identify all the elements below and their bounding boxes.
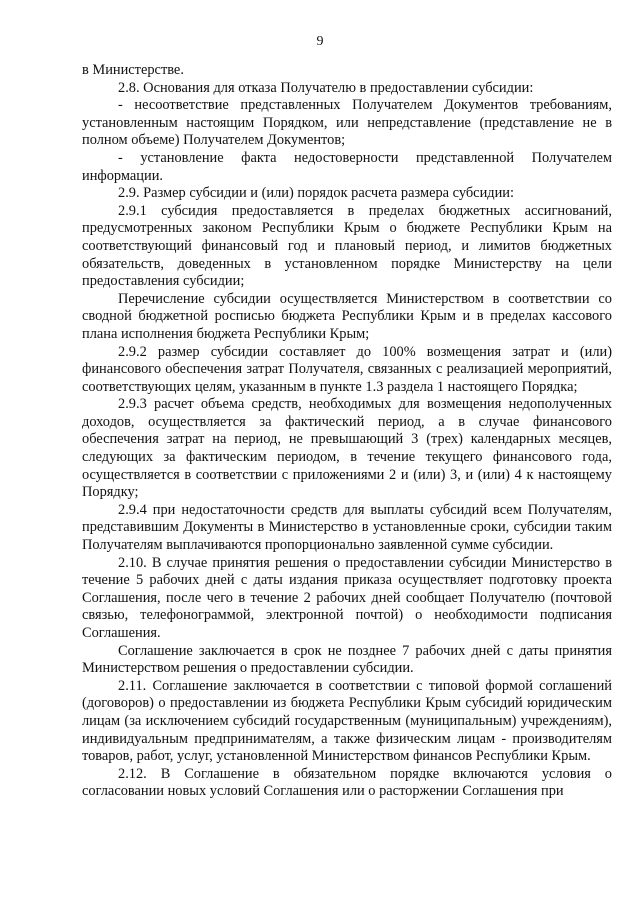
paragraph: 2.8. Основания для отказа Получателю в предоставлении субсидии: — [118, 79, 534, 96]
document-body — [82, 62, 612, 801]
paragraph: Перечисление субсидии осуществляется Министерством в соответствии со сводной бюджетной росписью бюджета Республики Крым и в пределах кассового плана исполнения бюджета Республики Крым; — [82, 290, 612, 342]
paragraph: 2.11. Соглашение заключается в соответствии с типовой формой соглашений (договоров) о предоставлении из бюджета Республики Крым субсидий юридическим лицам (за исключением субсидий государственным (муниципальным) учреждениям), индивидуальным предпринимателям, а также физическим лицам - производителям товаров, работ, услуг, установленной Министерством финансов Республики Крым. — [82, 677, 612, 765]
paragraph: в Министерстве. — [82, 62, 184, 78]
paragraph: 2.12. В Соглашение в обязательном порядке включаются условия о согласовании новых условий Соглашения или о расторжении Соглашения при — [82, 765, 612, 800]
paragraph: 2.10. В случае принятия решения о предоставлении субсидии Министерство в течение 5 рабочих дней с даты издания приказа осуществляет подготовку проекта Соглашения, после чего в течение 2 рабочих дней сообщает Получателю (почтовой связью, телефонограммой, электронной почтой) о необходимости подписания Соглашения. — [82, 554, 612, 641]
paragraph: Соглашение заключается в срок не позднее 7 рабочих дней с даты принятия Министерством решения о предоставлении субсидии. — [82, 642, 612, 677]
page-number: 9 — [316, 34, 324, 49]
section-heading: 2.9. Размер субсидии и (или) порядок расчета размера субсидии: — [118, 185, 514, 202]
paragraph: - установление факта недостоверности представленной Получателем информации. — [82, 149, 612, 184]
paragraph: - несоответствие представленных Получателем Документов требованиям, установленным настоящим Порядком, или непредставление (представление не в полном объеме) Получателем Документов; — [82, 97, 612, 149]
paragraph: 2.9.1 субсидия предоставляется в пределах бюджетных ассигнований, предусмотренных законом Республики Крым о бюджете Республики Крым на соответствующий финансовый год и плановый период, и лимитов бюджетных обязательств, доведенных в установленном порядке Министерству на цели предоставления субсидии; — [82, 202, 612, 290]
paragraph: 2.9.2 размер субсидии составляет до 100% возмещения затрат и (или) финансового обеспечения затрат Получателя, связанных с реализацией мероприятий, соответствующих целям, указанным в пункте 1.3 раздела 1 настоящего Порядка; — [82, 343, 612, 395]
paragraph: 2.9.3 расчет объема средств, необходимых для возмещения недополученных доходов, осуществляется за фактический период, а в случае финансового обеспечения затрат на период, не превышающий 3 (трех) календарных месяцев, следующих за фактическим периодом, в течение текущего финансового года, осуществляется в соответствии с приложениями 2 и (или) 3, и (или) 4 к настоящему Порядку; — [82, 396, 612, 501]
paragraph: 2.9.4 при недостаточности средств для выплаты субсидий всем Получателям, представившим Документы в Министерство в установленные сроки, субсидии таким Получателям выплачиваются пропорционально заявленной сумме субсидии. — [82, 501, 612, 554]
